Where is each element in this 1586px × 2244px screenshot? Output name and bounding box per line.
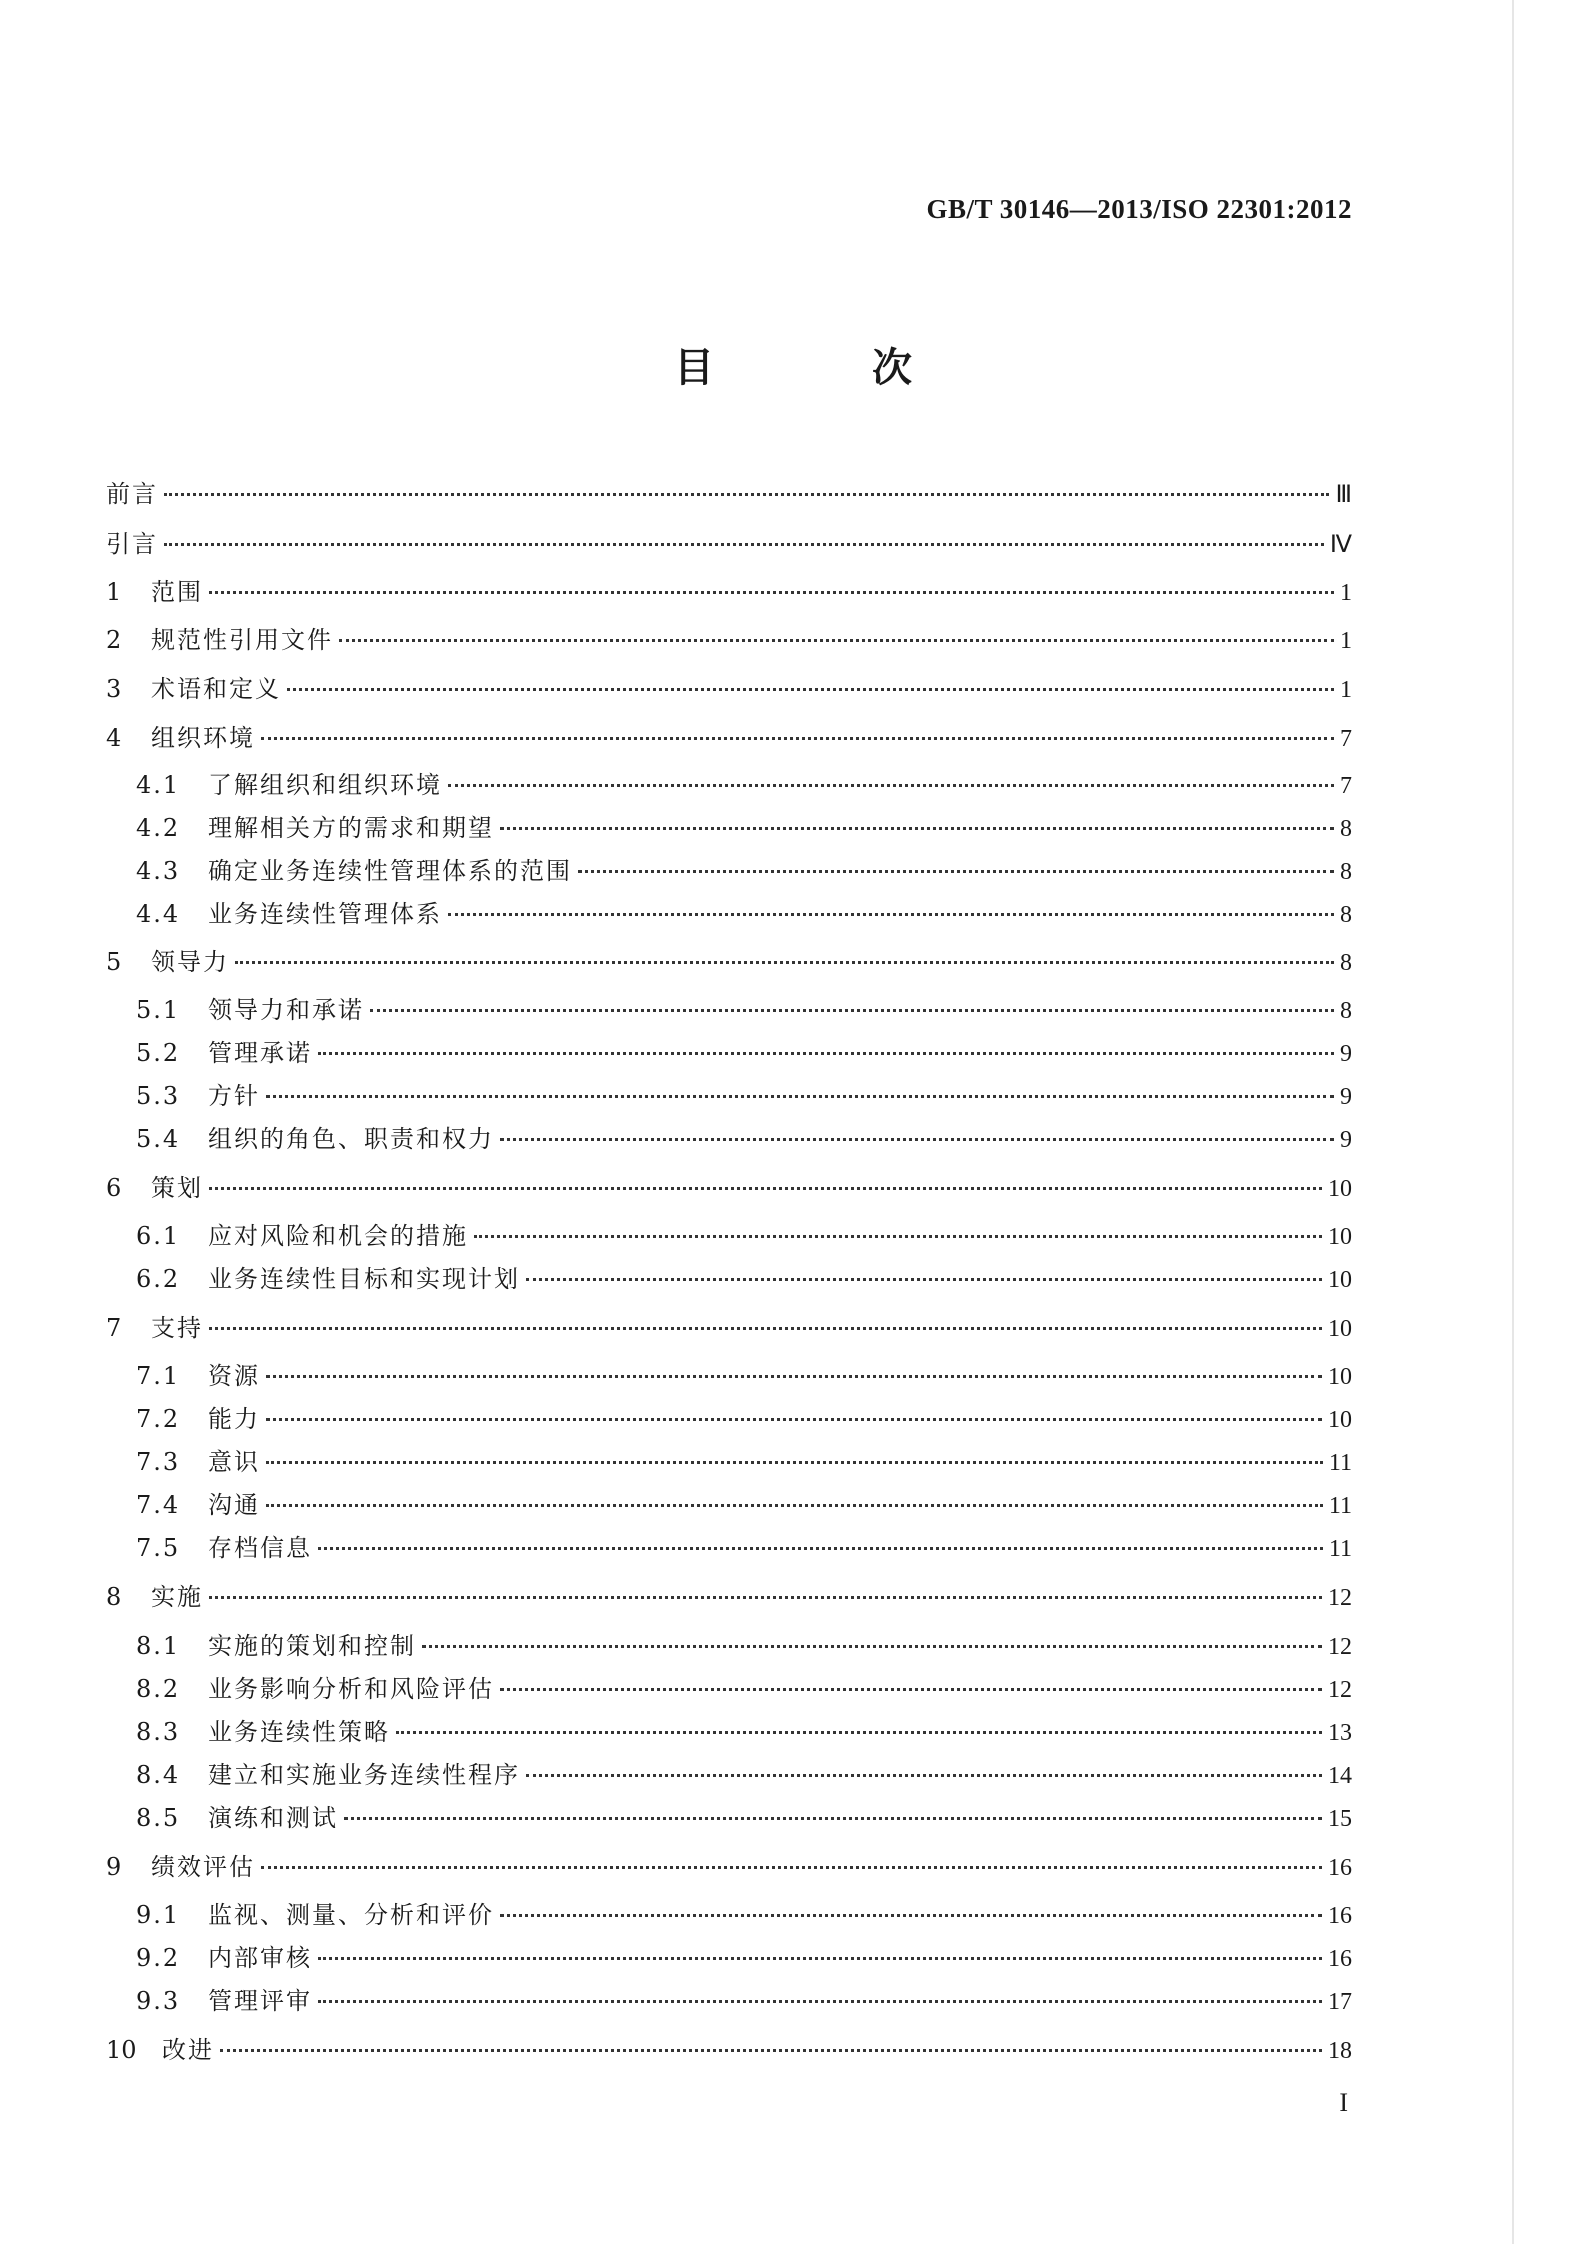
toc-entry (106, 1847, 1352, 1887)
toc-entry (136, 1119, 1352, 1159)
toc-entry-page: 10 (1328, 1224, 1352, 1250)
toc-leader-dots (318, 1957, 1322, 1960)
toc-leader-dots (370, 1009, 1334, 1012)
toc-entry-title: 能力 (208, 1405, 260, 1433)
toc-entry-number: 1 (106, 578, 122, 606)
toc-entry (136, 1755, 1352, 1795)
toc-entry-title: 前言 (106, 480, 158, 508)
toc-entry-number: 5.1 (136, 996, 181, 1024)
toc-entry-number: 6.1 (136, 1222, 181, 1250)
toc-leader-dots (422, 1645, 1322, 1648)
toc-entry-title: 绩效评估 (151, 1853, 255, 1881)
toc-entry (136, 1485, 1352, 1525)
toc-entry-number: 4 (106, 724, 122, 752)
toc-leader-dots (266, 1095, 1334, 1098)
toc-leader-dots (209, 1187, 1322, 1190)
toc-entry-page: 10 (1328, 1364, 1352, 1390)
toc-entry (106, 942, 1352, 982)
toc-entry (106, 1308, 1352, 1348)
toc-entry-number: 9 (106, 1853, 122, 1881)
toc-entry-number: 5.2 (136, 1039, 181, 1067)
toc-entry (136, 1798, 1352, 1838)
toc-entry-title: 理解相关方的需求和期望 (208, 814, 494, 842)
toc-entry-page: 10 (1328, 1267, 1352, 1293)
toc-entry-title: 组织环境 (151, 724, 255, 752)
standard-number-header: GB/T 30146—2013/ISO 22301:2012 (926, 194, 1352, 224)
toc-entry-page: 1 (1340, 628, 1352, 654)
toc-entry-page: 13 (1328, 1720, 1352, 1746)
toc-entry-page: 16 (1328, 1855, 1352, 1881)
toc-entry-number: 8 (106, 1583, 122, 1611)
toc-leader-dots (266, 1461, 1323, 1464)
toc-entry-page: 1 (1340, 580, 1352, 606)
toc-entry-page: 9 (1340, 1084, 1352, 1110)
toc-leader-dots (526, 1278, 1322, 1281)
toc-entry-title: 管理评审 (208, 1987, 312, 2015)
toc-entry (136, 1259, 1352, 1299)
toc-leader-dots (318, 1052, 1334, 1055)
toc-entry-title: 业务连续性目标和实现计划 (208, 1265, 520, 1293)
toc-entry (106, 620, 1352, 660)
toc-entry-title: 了解组织和组织环境 (208, 771, 442, 799)
toc-entry-number: 8.1 (136, 1632, 181, 1660)
toc-entry-title: 演练和测试 (208, 1804, 338, 1832)
toc-entry-page: 18 (1328, 2038, 1352, 2064)
toc-entry (106, 669, 1352, 709)
toc-leader-dots (209, 1596, 1322, 1599)
toc-leader-dots (261, 737, 1334, 740)
toc-entry-page: 12 (1328, 1677, 1352, 1703)
toc-entry-title: 监视、测量、分析和评价 (208, 1901, 494, 1929)
toc-entry-page: 16 (1328, 1946, 1352, 1972)
toc-entry-page: 8 (1340, 902, 1352, 928)
toc-entry-number: 7.1 (136, 1362, 181, 1390)
toc-leader-dots (578, 870, 1334, 873)
toc-entry-title: 组织的角色、职责和权力 (208, 1125, 494, 1153)
toc-leader-dots (164, 543, 1324, 546)
toc-entry-number: 4.4 (136, 900, 181, 928)
toc-entry-number: 10 (106, 2036, 137, 2064)
toc-entry-number: 9.1 (136, 1901, 181, 1929)
toc-entry-page: 10 (1328, 1407, 1352, 1433)
toc-entry-title: 支持 (151, 1314, 203, 1342)
toc-leader-dots (287, 688, 1334, 691)
toc-entry-title: 管理承诺 (208, 1039, 312, 1067)
toc-entry-number: 9.3 (136, 1987, 181, 2015)
toc-entry (136, 1033, 1352, 1073)
toc-leader-dots (500, 827, 1334, 830)
toc-entry (136, 1528, 1352, 1568)
toc-leader-dots (235, 961, 1334, 964)
toc-leader-dots (500, 1914, 1322, 1917)
toc-entry-page: 12 (1328, 1634, 1352, 1660)
toc-entry (136, 1895, 1352, 1935)
toc-entry-title: 业务连续性策略 (208, 1718, 390, 1746)
toc-entry-page: 17 (1328, 1989, 1352, 2015)
toc-entry-number: 2 (106, 626, 122, 654)
toc-entry (136, 808, 1352, 848)
toc-entry (136, 894, 1352, 934)
toc-entry (106, 718, 1352, 758)
toc-entry-page: 7 (1340, 773, 1352, 799)
toc-entry-title: 领导力和承诺 (208, 996, 364, 1024)
toc-entry-number: 5 (106, 948, 122, 976)
toc-entry-title: 改进 (162, 2036, 214, 2064)
toc-leader-dots (266, 1504, 1323, 1507)
toc-entry-number: 4.1 (136, 771, 181, 799)
page-number: I (1339, 2088, 1348, 2117)
toc-leader-dots (526, 1774, 1322, 1777)
toc-entry-number: 8.2 (136, 1675, 181, 1703)
toc-leader-dots (448, 784, 1334, 787)
toc-entry-number: 9.2 (136, 1944, 181, 1972)
toc-entry-page: 12 (1328, 1585, 1352, 1611)
toc-entry (106, 474, 1352, 514)
toc-entry-number: 7 (106, 1314, 122, 1342)
toc-entry-number: 5.4 (136, 1125, 181, 1153)
toc-entry-page: 10 (1328, 1316, 1352, 1342)
toc-leader-dots (209, 591, 1334, 594)
toc-entry-title: 策划 (151, 1174, 203, 1202)
toc-entry-number: 6 (106, 1174, 122, 1202)
toc-entry-title: 内部审核 (208, 1944, 312, 1972)
toc-entry-page: 8 (1340, 998, 1352, 1024)
toc-leader-dots (474, 1235, 1322, 1238)
toc-entry (106, 524, 1352, 564)
toc-entry-page: 11 (1328, 1536, 1352, 1562)
toc-entry-number: 7.5 (136, 1534, 181, 1562)
toc-entry (136, 1669, 1352, 1709)
toc-leader-dots (448, 913, 1334, 916)
toc-entry (136, 1981, 1352, 2021)
toc-entry-title: 规范性引用文件 (151, 626, 333, 654)
toc-entry-title: 业务连续性管理体系 (208, 900, 442, 928)
toc-entry-number: 8.3 (136, 1718, 181, 1746)
toc-entry (136, 1938, 1352, 1978)
toc-entry (136, 765, 1352, 805)
toc-entry-page: 16 (1328, 1903, 1352, 1929)
toc-leader-dots (344, 1817, 1322, 1820)
toc-entry (136, 1712, 1352, 1752)
toc-entry-title: 术语和定义 (151, 675, 281, 703)
toc-entry-title: 实施的策划和控制 (208, 1632, 416, 1660)
toc-entry-page: 9 (1340, 1127, 1352, 1153)
toc-entry-title: 存档信息 (208, 1534, 312, 1562)
toc-entry (136, 990, 1352, 1030)
toc-entry-title: 实施 (151, 1583, 203, 1611)
toc-leader-dots (318, 2000, 1322, 2003)
toc-entry-number: 7.2 (136, 1405, 181, 1433)
toc-entry-title: 沟通 (208, 1491, 260, 1519)
toc-leader-dots (339, 639, 1334, 642)
toc-leader-dots (500, 1138, 1334, 1141)
toc-leader-dots (500, 1688, 1322, 1691)
toc-entry-title: 资源 (208, 1362, 260, 1390)
toc-entry-number: 6.2 (136, 1265, 181, 1293)
toc-entry (136, 1399, 1352, 1439)
toc-leader-dots (266, 1418, 1322, 1421)
toc-entry-title: 方针 (208, 1082, 260, 1110)
toc-entry-title: 建立和实施业务连续性程序 (208, 1761, 520, 1789)
toc-entry-title: 意识 (208, 1448, 260, 1476)
toc-entry-page: 14 (1328, 1763, 1352, 1789)
toc-leader-dots (220, 2049, 1322, 2052)
toc-title: 目 次 (674, 345, 984, 391)
toc-entry-page: 11 (1328, 1493, 1352, 1519)
toc-entry (136, 1356, 1352, 1396)
toc-leader-dots (209, 1327, 1322, 1330)
toc-entry-title: 确定业务连续性管理体系的范围 (208, 857, 572, 885)
toc-entry-number: 4.3 (136, 857, 181, 885)
toc-entry-number: 7.3 (136, 1448, 181, 1476)
toc-entry (106, 572, 1352, 612)
toc-entry-title: 领导力 (151, 948, 229, 976)
toc-entry-page: 15 (1328, 1806, 1352, 1832)
toc-entry-title: 范围 (151, 578, 203, 606)
toc-entry-page: 1 (1340, 677, 1352, 703)
toc-entry-page: Ⅲ (1335, 482, 1352, 508)
toc-leader-dots (318, 1547, 1323, 1550)
toc-entry-page: 11 (1328, 1450, 1352, 1476)
toc-entry-number: 4.2 (136, 814, 181, 842)
toc-entry-number: 8.4 (136, 1761, 181, 1789)
toc-entry-number: 3 (106, 675, 122, 703)
toc-entry (136, 1442, 1352, 1482)
toc-leader-dots (164, 493, 1329, 496)
toc-entry (136, 1076, 1352, 1116)
toc-entry-number: 7.4 (136, 1491, 181, 1519)
toc-entry-title: 应对风险和机会的措施 (208, 1222, 468, 1250)
toc-entry (136, 1216, 1352, 1256)
toc-entry-title: 引言 (106, 530, 158, 558)
toc-leader-dots (396, 1731, 1322, 1734)
toc-leader-dots (261, 1866, 1322, 1869)
toc-entry-page: 8 (1340, 950, 1352, 976)
toc-entry (106, 2030, 1352, 2070)
toc-entry-page: 7 (1340, 726, 1352, 752)
toc-entry-page: 9 (1340, 1041, 1352, 1067)
toc-entry-number: 5.3 (136, 1082, 181, 1110)
toc-entry-title: 业务影响分析和风险评估 (208, 1675, 494, 1703)
toc-entry-page: Ⅳ (1329, 532, 1352, 558)
toc-entry-page: 8 (1340, 816, 1352, 842)
toc-entry (106, 1577, 1352, 1617)
toc-entry (136, 1626, 1352, 1666)
toc-leader-dots (266, 1375, 1322, 1378)
toc-entry (106, 1168, 1352, 1208)
toc-entry (136, 851, 1352, 891)
toc-entry-page: 10 (1328, 1176, 1352, 1202)
toc-entry-number: 8.5 (136, 1804, 181, 1832)
toc-entry-page: 8 (1340, 859, 1352, 885)
